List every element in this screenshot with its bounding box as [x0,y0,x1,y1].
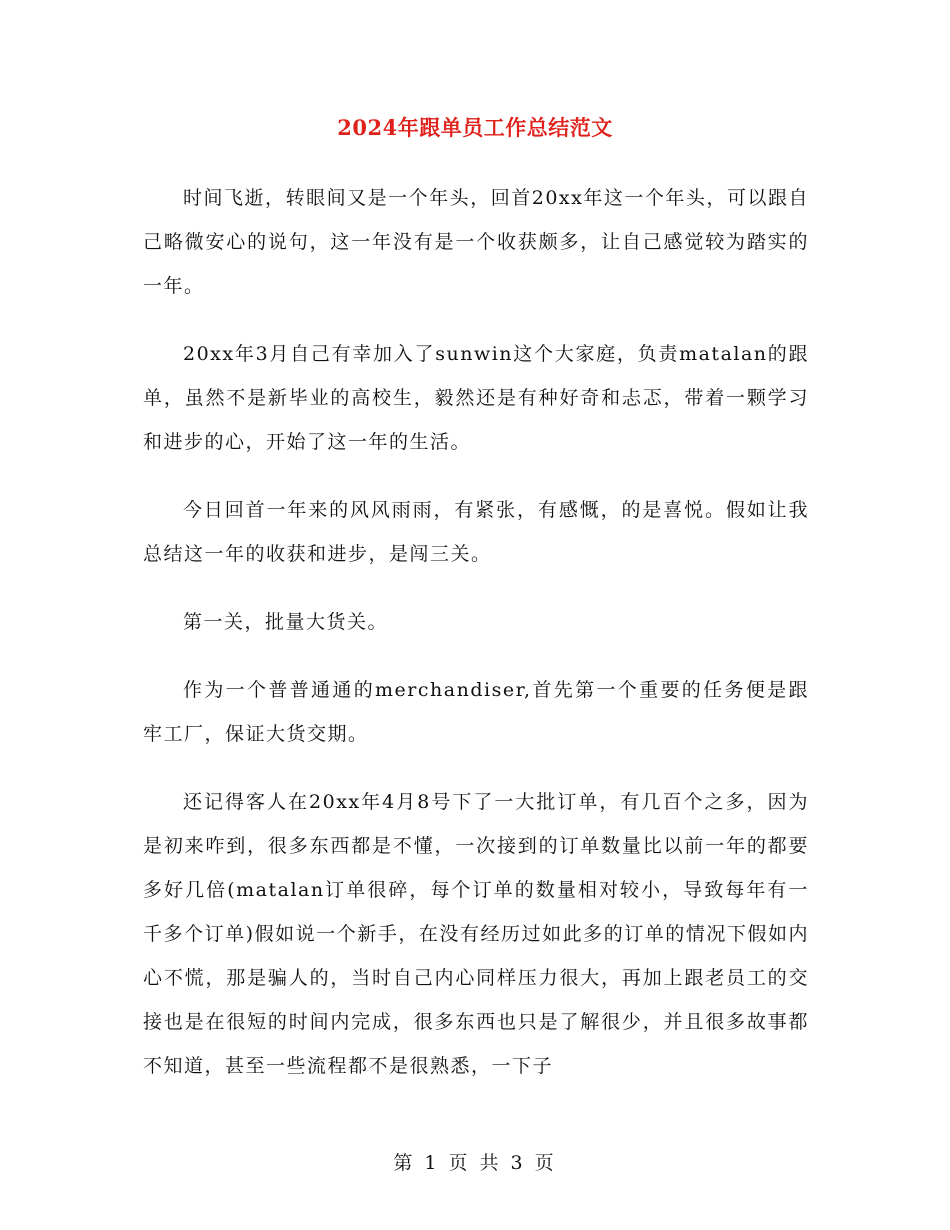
document-body [143,176,809,1112]
page-number-footer: 第 1 页 共 3 页 [393,1152,557,1174]
paragraph-3: 今日回首一年来的风风雨雨，有紧张，有感慨，的是喜悦。假如让我总结这一年的收获和进步，是闯三关。 [143,499,809,565]
document-title: 2024年跟单员工作总结范文 [337,115,613,140]
paragraph-5: 作为一个普普通通的merchandiser,首先第一个重要的任务便是跟牢工厂，保证大货交期。 [143,679,809,745]
paragraph-6: 还记得客人在20xx年4月8号下了一大批订单，有几百个之多，因为是初来咋到，很多东西都是不懂，一次接到的订单数量比以前一年的都要多好几倍(matalan订单很碎，每个订单的数量相对较小，导致每年有一千多个订单)假如说一个新手，在没有经历过如此多的订单的情况下假如内心不慌，那是骗人的，当时自己内心同样压力很大，再加上跟老员工的交接也是在很短的时间内完成，很多东西也只是了解很少，并且很多故事都不知道，甚至一些流程都不是很熟悉，一下子 [143,791,809,1077]
paragraph-2: 20xx年3月自己有幸加入了sunwin这个大家庭，负责matalan的跟单，虽然不是新毕业的高校生，毅然还是有种好奇和忐忑，带着一颗学习和进步的心，开始了这一年的生活。 [143,343,809,453]
paragraph-1: 时间飞逝，转眼间又是一个年头，回首20xx年这一个年头，可以跟自己略微安心的说句，这一年没有是一个收获颇多，让自己感觉较为踏实的一年。 [143,187,809,297]
paragraph-4: 第一关，批量大货关。 [183,611,389,633]
